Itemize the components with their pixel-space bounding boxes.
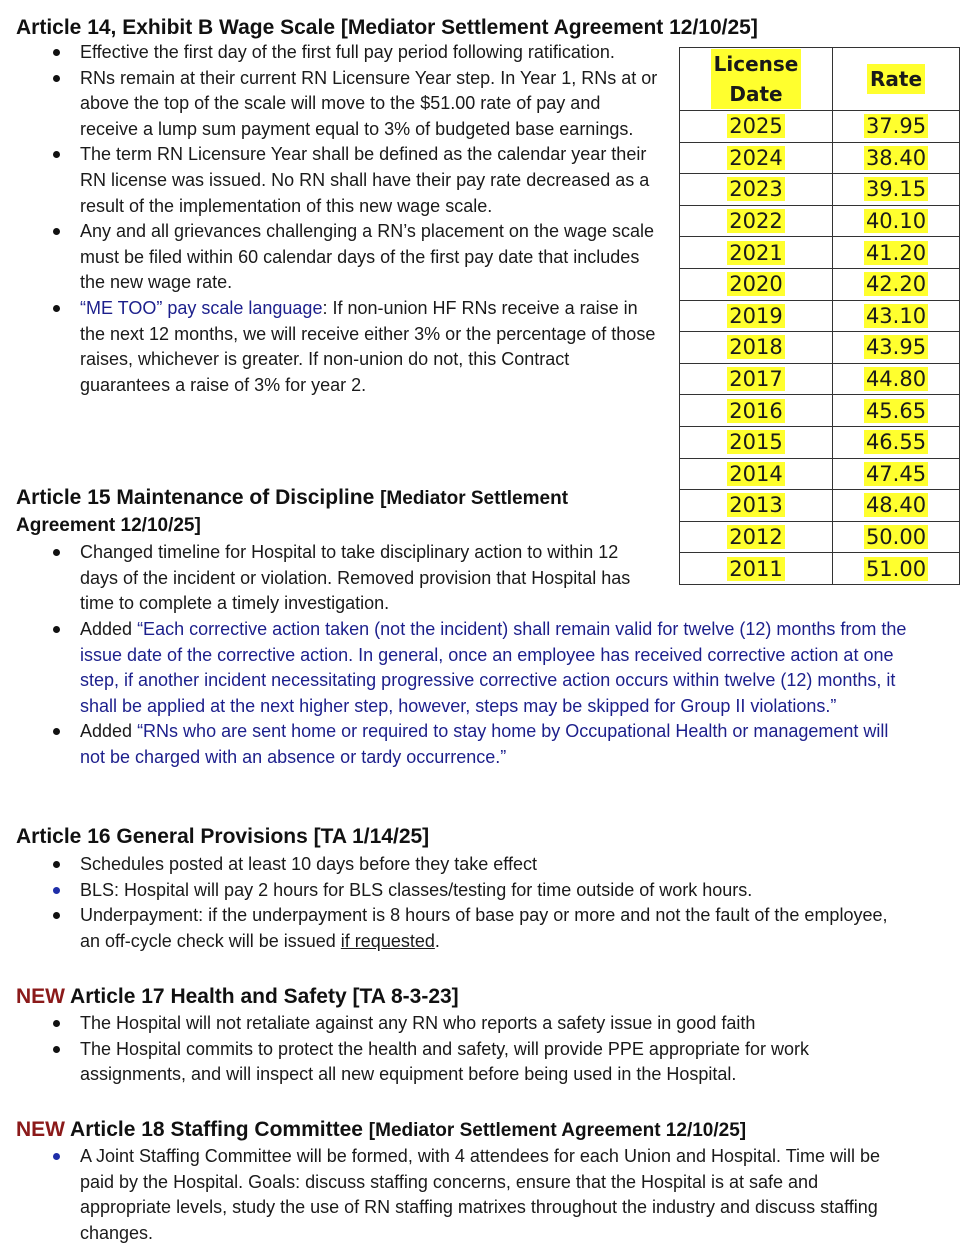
- table-row: [680, 553, 960, 585]
- article-17-list: [0, 1011, 900, 1088]
- table-row: [680, 237, 960, 269]
- article-17-heading: NEW Article 17 Health and Safety [TA 8-3-23]: [16, 985, 459, 1008]
- list-item-me-too: [0, 296, 662, 398]
- license-year-cell: 2012: [680, 521, 833, 553]
- rate-cell: 37.95: [833, 111, 960, 143]
- rate-cell: 42.20: [833, 268, 960, 300]
- table-row: [680, 490, 960, 522]
- license-year-cell: 2017: [680, 363, 833, 395]
- rate-cell: 48.40: [833, 490, 960, 522]
- list-item: A Joint Staffing Committee will be formed, with 4 attendees for each Union and Hospital. Time will be paid by the Hospital. Goals: discuss staffing concerns, ensure that the Hospital is at safe and appropriate levels, study the use of RN staffing matrixes throughout the industry and discuss staffing changes.: [0, 1144, 910, 1246]
- license-year-cell: 2021: [680, 237, 833, 269]
- license-year-cell: 2014: [680, 458, 833, 490]
- new-label: NEW: [16, 1118, 65, 1141]
- list-item: The Hospital will not retaliate against any RN who reports a safety issue in good faith: [0, 1011, 900, 1037]
- article-18-heading: NEW Article 18 Staffing Committee [Mediator Settlement Agreement 12/10/25]: [16, 1118, 747, 1141]
- list-item: RNs remain at their current RN Licensure Year step. In Year 1, RNs at or above the top of the scale will move to the $51.00 rate of pay and receive a lump sum payment equal to 3% of budgeted base earnings.: [0, 66, 662, 143]
- license-year-cell: 2018: [680, 332, 833, 364]
- article-15-list-b: [0, 617, 910, 771]
- rate-cell: 41.20: [833, 237, 960, 269]
- list-item: The Hospital commits to protect the health and safety, will provide PPE appropriate for work assignments, and will inspect all new equipment before being used in the Hospital.: [0, 1037, 900, 1088]
- table-row: [680, 142, 960, 174]
- license-year-cell: 2011: [680, 553, 833, 585]
- table-row: [680, 111, 960, 143]
- new-label: NEW: [16, 985, 65, 1008]
- rate-cell: 40.10: [833, 205, 960, 237]
- rate-cell: 50.00: [833, 521, 960, 553]
- license-year-cell: 2025: [680, 111, 833, 143]
- table-row: [680, 300, 960, 332]
- license-year-cell: 2020: [680, 268, 833, 300]
- table-row: [680, 363, 960, 395]
- list-item: Added “Each corrective action taken (not the incident) shall remain valid for twelve (12) months from the issue date of the corrective action. In general, once an employee has received corrective action at one step, if another incident necessitating progressive corrective action occurs within twelve (12) months, it shall be applied at the next higher step, however, steps may be skipped for Group II violations.”: [0, 617, 910, 719]
- table-row: [680, 426, 960, 458]
- rate-cell: 51.00: [833, 553, 960, 585]
- list-item: Changed timeline for Hospital to take disciplinary action to within 12 days of the incident or violation. Removed provision that Hospital has time to complete a timely investigation.: [0, 540, 640, 617]
- license-year-cell: 2015: [680, 426, 833, 458]
- rate-cell: 44.80: [833, 363, 960, 395]
- article-15-list-a: [0, 540, 640, 617]
- article-15-heading-tag: Agreement 12/10/25]: [16, 515, 201, 536]
- article-18-list: [0, 1144, 910, 1246]
- me-too-text: : If non-union HF RNs receive a raise in the next 12 months, we will receive either 3% or the percentage of those raises, whichever is greater. If non-union do not, this Contract guarantees a raise of 3% for year 2.: [80, 297, 656, 395]
- article-16-list: [0, 852, 900, 954]
- wage-table-body: [680, 111, 960, 585]
- license-year-cell: 2022: [680, 205, 833, 237]
- me-too-label: “ME TOO” pay scale language: [80, 297, 323, 318]
- list-item: Effective the first day of the first full pay period following ratification.: [0, 40, 662, 66]
- rate-cell: 43.10: [833, 300, 960, 332]
- table-row: [680, 395, 960, 427]
- article-16-heading: Article 16 General Provisions [TA 1/14/25]: [16, 825, 430, 848]
- table-row: [680, 174, 960, 206]
- license-year-cell: 2013: [680, 490, 833, 522]
- rate-cell: 46.55: [833, 426, 960, 458]
- header-rate: Rate: [833, 48, 960, 111]
- rate-cell: 43.95: [833, 332, 960, 364]
- table-row: [680, 458, 960, 490]
- list-item: Underpayment: if the underpayment is 8 hours of base pay or more and not the fault of the employee, an off-cycle check will be issued if requested.: [0, 903, 900, 954]
- article-15-heading: Article 15 Maintenance of Discipline [Mediator Settlement: [16, 486, 569, 509]
- table-row: [680, 521, 960, 553]
- license-year-cell: 2016: [680, 395, 833, 427]
- license-year-cell: 2023: [680, 174, 833, 206]
- table-row: [680, 205, 960, 237]
- rate-cell: 39.15: [833, 174, 960, 206]
- list-item: Any and all grievances challenging a RN’s placement on the wage scale must be filed within 60 calendar days of the first pay date that includes the new wage rate.: [0, 219, 662, 296]
- license-year-cell: 2019: [680, 300, 833, 332]
- list-item: Added “RNs who are sent home or required to stay home by Occupational Health or management will not be charged with an absence or tardy occurrence.”: [0, 719, 910, 770]
- table-row: [680, 332, 960, 364]
- list-item: The term RN Licensure Year shall be defined as the calendar year their RN license was issued. No RN shall have their pay rate decreased as a result of the implementation of this new wage scale.: [0, 142, 662, 219]
- article-14-heading: Article 14, Exhibit B Wage Scale [Mediator Settlement Agreement 12/10/25]: [16, 16, 758, 39]
- wage-scale-table: [679, 47, 960, 585]
- list-item: Schedules posted at least 10 days before they take effect: [0, 852, 900, 878]
- license-year-cell: 2024: [680, 142, 833, 174]
- rate-cell: 38.40: [833, 142, 960, 174]
- table-row: [680, 268, 960, 300]
- table-header-row: [680, 48, 960, 111]
- header-license-date: License Date: [680, 48, 833, 111]
- rate-cell: 45.65: [833, 395, 960, 427]
- list-item-bls: BLS: Hospital will pay 2 hours for BLS classes/testing for time outside of work hours.: [0, 878, 900, 904]
- rate-cell: 47.45: [833, 458, 960, 490]
- article-14-list: [0, 40, 662, 398]
